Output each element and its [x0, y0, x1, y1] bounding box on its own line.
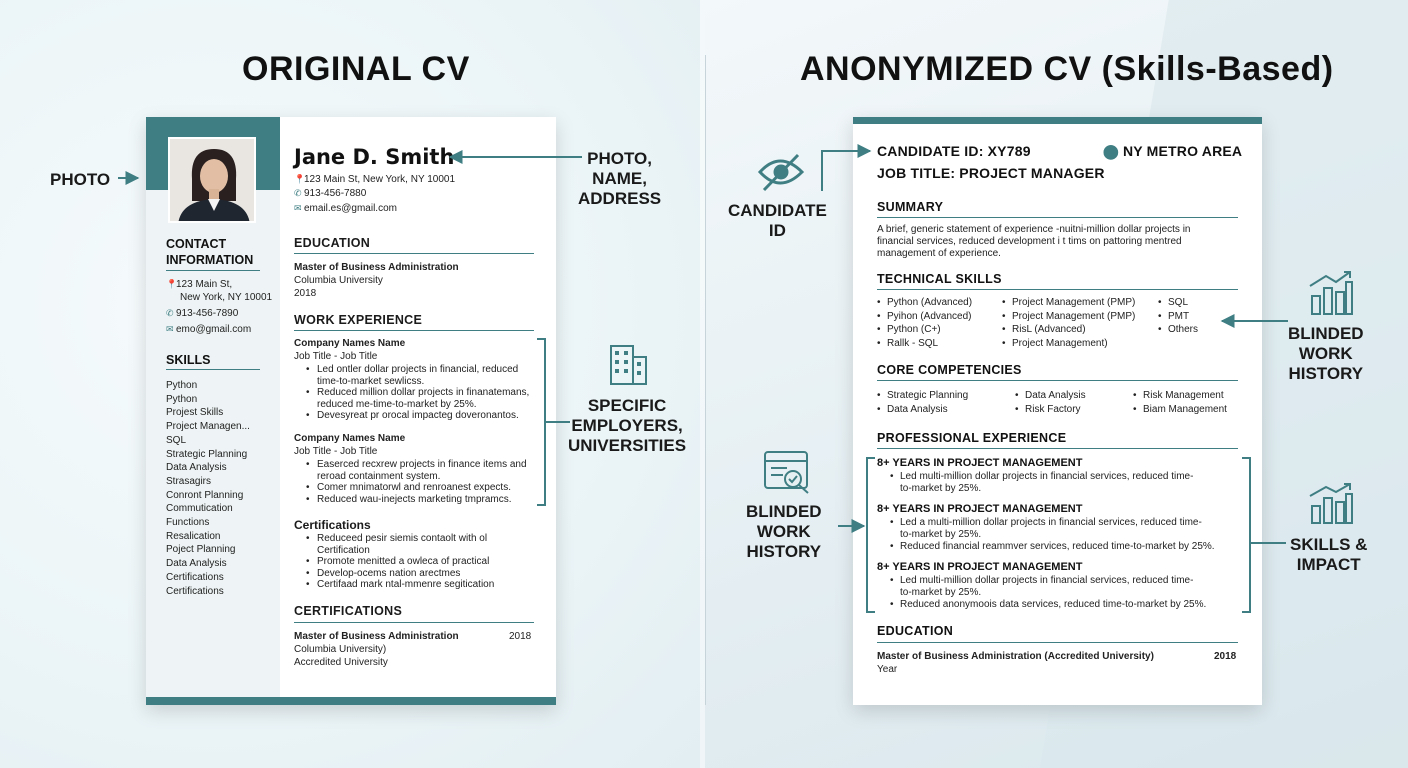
experience-bullet: • Led multi-million dollar projects in financial services, reduced time- [890, 575, 1206, 587]
technical-skills-col-3 [1158, 296, 1198, 337]
callout-line: HISTORY [1288, 364, 1364, 383]
original-cv-title: ORIGINAL CV [242, 50, 470, 88]
skill-item: Commutication [166, 503, 233, 515]
job-bullet: • Easerced recxrew projects in finance items and [306, 459, 527, 471]
education-heading: EDUCATION [877, 624, 954, 638]
skill-item: • Risk Management [1133, 389, 1227, 403]
summary-line: financial services, reduced development i t tims on pattoring mentred [877, 236, 1182, 247]
job-bullet: • Devesyreat pr orocal impacteg doveronantos. [306, 410, 529, 422]
job-bullet: time-to-market sewlicss. [317, 375, 425, 387]
job-title: Job Title - Job Title [294, 351, 378, 362]
skill-item: Functions [166, 517, 210, 529]
top-accent-bar [853, 117, 1262, 124]
cert-year: 2018 [509, 631, 532, 642]
skill-item: • Project Management) [1002, 337, 1135, 351]
skill-item: • Project Management (PMP) [1002, 310, 1135, 324]
skill-item: Poject Planning [166, 544, 236, 556]
skill-item: • Others [1158, 323, 1198, 337]
experience-bullet: to-market by 25%. [900, 586, 982, 598]
experience-bullets [890, 471, 1193, 495]
callout-line: ADDRESS [578, 189, 662, 208]
skill-item: Resalication [166, 530, 221, 542]
section-rule [294, 330, 534, 331]
education-year: 2018 [294, 288, 317, 299]
certifications-subheading: Certifications [294, 518, 371, 532]
experience-title: 8+ YEARS IN PROJECT MANAGEMENT [877, 457, 1083, 469]
skill-item: • Project Management (PMP) [1002, 296, 1135, 310]
candidate-photo [168, 137, 256, 223]
candidate-name: Jane D. Smith [294, 145, 455, 169]
skill-item: • Data Analysis [877, 403, 968, 417]
candidate-id: CANDIDATE ID: XY789 [877, 143, 1031, 159]
education-heading: EDUCATION [294, 236, 371, 250]
experience-bullet: • Led a multi-million dollar projects in financial services, reduced time- [890, 517, 1215, 529]
center-divider [705, 55, 706, 705]
summary-line: management of experience. [877, 248, 1001, 259]
cert-degree: Master of Business Administration [294, 631, 459, 642]
experience-bullets [890, 575, 1206, 610]
sidebar-skills-list [166, 379, 250, 598]
education-degree: Master of Business Administration (Accredited University) [877, 651, 1154, 662]
certifications-bullets [306, 533, 494, 591]
skill-item: Project Managen... [166, 421, 250, 433]
callout-line: SPECIFIC [587, 396, 667, 415]
skill-item: Strasagirs [166, 475, 212, 487]
mail-icon: ✉ [294, 203, 302, 213]
location-pin-icon: ⬤ [1103, 143, 1119, 159]
job-bullet: • Reduced million dollar projects in finanatemans, [306, 387, 529, 399]
cert-bullet: • Promote menitted a owleca of practical [306, 556, 494, 568]
phone-icon: ✆ [166, 308, 174, 318]
skill-item: Python [166, 380, 198, 391]
skill-item: • Python (Advanced) [877, 296, 972, 310]
skill-item: Certifications [166, 571, 224, 583]
section-rule [877, 217, 1238, 218]
job-bullet: • Led ontler dollar projects in financial, reduced [306, 364, 529, 376]
cert-bullet: Certification [317, 544, 370, 556]
location-pin-icon: 📍 [166, 279, 178, 289]
education-year-label: Year [877, 664, 898, 675]
sidebar-address-2: New York, NY 10001 [180, 292, 273, 303]
header-phone: ✆ 913-456-7880 [294, 188, 367, 199]
skill-item: • PMT [1158, 310, 1198, 324]
callout-candidate-id [728, 201, 827, 241]
skill-item: • Strategic Planning [877, 389, 968, 403]
core-competencies-col-3 [1133, 389, 1227, 416]
job-company: Company Names Name [294, 433, 406, 444]
sidebar-address: 📍123 Main St, [166, 279, 233, 290]
header-address: 📍123 Main St, New York, NY 10001 [294, 174, 456, 185]
skill-item: Projest Skills [166, 407, 224, 419]
education-degree: Master of Business Administration [294, 262, 459, 273]
callout-blinded-work-history-right [1288, 324, 1364, 384]
skill-item: • Data Analysis [1015, 389, 1086, 403]
technical-skills-heading: TECHNICAL SKILLS [877, 272, 1002, 286]
callout-photo-name-address [578, 149, 661, 209]
certifications-heading: CERTIFICATIONS [294, 604, 403, 618]
experience-bullet: • Led multi-million dollar projects in financial services, reduced time- [890, 471, 1193, 483]
professional-experience-heading: PROFESSIONAL EXPERIENCE [877, 431, 1067, 445]
experience-title: 8+ YEARS IN PROJECT MANAGEMENT [877, 561, 1083, 573]
section-rule [877, 642, 1238, 643]
callout-line: WORK [756, 522, 811, 541]
work-heading: WORK EXPERIENCE [294, 313, 423, 327]
skill-item: • SQL [1158, 296, 1198, 310]
bottom-accent-bar [146, 697, 556, 705]
sidebar-rule [166, 270, 260, 271]
experience-bullet: to-market by 25%. [900, 482, 982, 494]
callout-skills-impact [1290, 535, 1367, 575]
experience-bullets [890, 517, 1215, 552]
cert-school: Columbia University) [294, 644, 387, 655]
section-rule [877, 289, 1238, 290]
cert-bullet: • Reduceed pesir siemis contaolt with ol [306, 533, 494, 545]
skill-item: Data Analysis [166, 462, 227, 474]
skill-item: • Biam Management [1133, 403, 1227, 417]
callout-line: NAME, [592, 169, 647, 188]
section-rule [877, 380, 1238, 381]
job-title: JOB TITLE: PROJECT MANAGER [877, 165, 1105, 181]
skill-item: SQL [166, 434, 187, 446]
anonymized-cv-document [853, 117, 1262, 705]
skill-item: • Rallk - SQL [877, 337, 972, 351]
experience-bullet: • Reduced anonymoois data services, reduced time-to-market by 25%. [890, 599, 1206, 611]
callout-blinded-work-history-left [746, 502, 822, 562]
callout-line: BLINDED [1288, 324, 1364, 343]
cert-bullet: • Certifaad mark ntal-mmenre segitication [306, 579, 494, 591]
cert-bullet: • Develop-ocems nation arectmes [306, 568, 494, 580]
callout-line: CANDIDATE [728, 201, 827, 220]
job-title: Job Title - Job Title [294, 446, 378, 457]
skill-item: Strategic Planning [166, 448, 248, 460]
education-school: Columbia University [294, 275, 383, 286]
sidebar-skills-heading: SKILLS [166, 353, 211, 367]
callout-line: HISTORY [746, 542, 822, 561]
skill-item: Data Analysis [166, 558, 227, 570]
skill-item: • Risk Factory [1015, 403, 1086, 417]
mail-icon: ✉ [166, 324, 174, 334]
header-email: ✉ email.es@gmail.com [294, 203, 397, 214]
callout-line: IMPACT [1296, 555, 1361, 574]
location-pin-icon: 📍 [294, 174, 306, 184]
section-rule [877, 448, 1238, 449]
callout-photo: PHOTO [50, 170, 111, 189]
job-bullet: reroad containment system. [317, 470, 441, 482]
callout-line: WORK [1298, 344, 1353, 363]
job-bullet: reduced me-time-to-market by 25%. [317, 398, 477, 410]
cert-school-2: Accredited University [294, 657, 388, 668]
callout-line: PHOTO, [587, 149, 652, 168]
sidebar-phone: ✆ 913-456-7890 [166, 308, 239, 319]
callout-line: EMPLOYERS, [571, 416, 683, 435]
anonymized-cv-title: ANONYMIZED CV (Skills-Based) [800, 50, 1334, 88]
sidebar-rule [166, 369, 260, 370]
core-competencies-heading: CORE COMPETENCIES [877, 363, 1022, 377]
callout-specific-employers [568, 396, 686, 456]
job-bullet: • Comer mnimatorwl and renroanest expects. [306, 482, 527, 494]
job-bullets [306, 459, 527, 505]
job-bullet: • Reduced wau-inejects marketing tmpramcs. [306, 494, 527, 506]
original-cv-document [146, 117, 556, 705]
education-year: 2018 [1214, 651, 1237, 662]
summary-heading: SUMMARY [877, 200, 944, 214]
callout-line: ID [768, 221, 786, 240]
phone-icon: ✆ [294, 188, 302, 198]
summary-text [877, 224, 1191, 260]
sidebar-email: ✉ emo@gmail.com [166, 324, 252, 335]
callout-line: SKILLS & [1290, 535, 1368, 554]
technical-skills-col-1 [877, 296, 972, 350]
sidebar-contact-heading: CONTACT INFORMATION [166, 237, 254, 267]
technical-skills-col-2 [1002, 296, 1135, 350]
experience-title: 8+ YEARS IN PROJECT MANAGEMENT [877, 503, 1083, 515]
skill-item: Python [166, 393, 198, 405]
experience-bullet: • Reduced financial reammver services, reduced time-to-market by 25%. [890, 541, 1215, 553]
location: ⬤ NY METRO AREA [1103, 143, 1243, 159]
skill-item: • Pyihon (Advanced) [877, 310, 972, 324]
core-competencies-col-1 [877, 389, 968, 416]
skill-item: Certifications [166, 585, 224, 597]
job-bullets [306, 364, 529, 422]
core-competencies-col-2 [1015, 389, 1086, 416]
job-company: Company Names Name [294, 338, 406, 349]
skill-item: • RisL (Advanced) [1002, 323, 1135, 337]
skill-item: • Python (C+) [877, 323, 972, 337]
section-rule [294, 253, 534, 254]
summary-line: A brief, generic statement of experience -nuitni-million dollar projects in [877, 224, 1191, 235]
experience-bullet: to-market by 25%. [900, 528, 982, 540]
skill-item: Conront Planning [166, 489, 244, 501]
section-rule [294, 622, 534, 623]
callout-line: BLINDED [746, 502, 822, 521]
callout-line: UNIVERSITIES [568, 436, 687, 455]
